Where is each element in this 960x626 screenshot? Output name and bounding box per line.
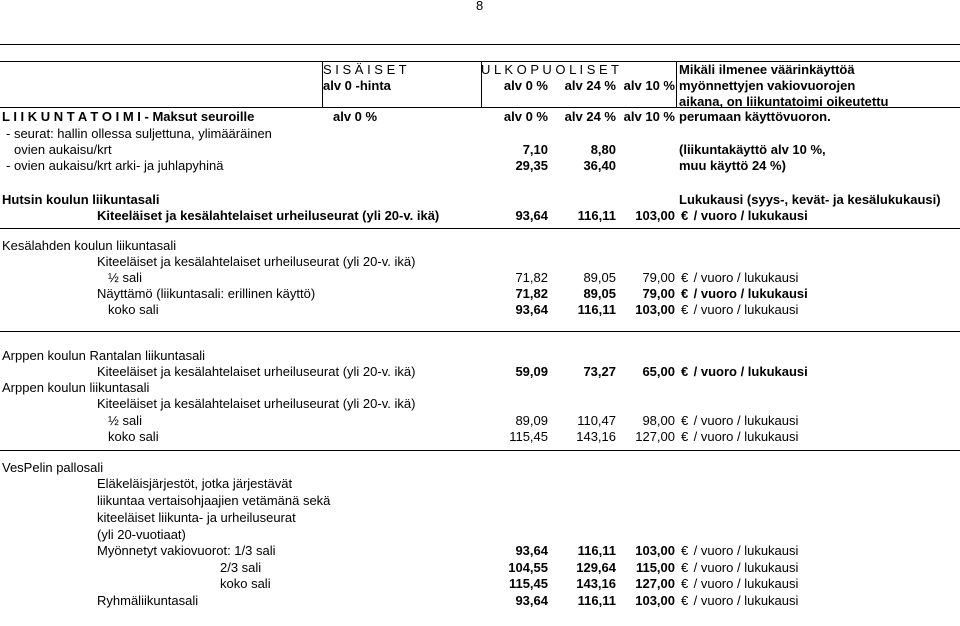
price-value: 36,40 — [583, 158, 616, 173]
table-row — [0, 142, 960, 158]
section-title-row — [0, 192, 960, 208]
col-a-label: alv 0 % — [333, 109, 378, 124]
table-row — [0, 429, 960, 445]
euro-sign: € — [681, 208, 689, 223]
row-label: koko sali — [220, 576, 271, 591]
row-label: - ovien aukaisu/krt arki- ja juhlapyhinä — [6, 158, 224, 173]
col-v2-label: alv 24 % — [564, 78, 616, 93]
table-row — [0, 510, 960, 526]
table-row — [0, 208, 960, 224]
row-label: koko sali — [108, 302, 159, 317]
page-number: 8 — [476, 0, 484, 13]
price-value: 143,16 — [576, 429, 616, 444]
divider — [0, 228, 960, 229]
table-row — [0, 476, 960, 492]
price-value: 93,64 — [515, 543, 548, 558]
row-label: - seurat: hallin ollessa suljettuna, ylimääräinen — [6, 126, 272, 141]
price-value: 116,11 — [577, 593, 616, 608]
table-row — [0, 286, 960, 302]
row-label: Myönnetyt vakiovuorot: 1/3 sali — [97, 543, 276, 558]
unit-label: € / vuoro / lukukausi — [681, 560, 799, 575]
col-v3-label: alv 10 % — [623, 78, 675, 93]
table-row — [0, 364, 960, 380]
unit-label: € / vuoro / lukukausi — [681, 543, 799, 558]
row-label: koko sali — [108, 429, 159, 444]
col-v2-label: alv 24 % — [564, 109, 616, 124]
price-value: 127,00 — [635, 576, 675, 591]
price-value: 110,47 — [577, 413, 616, 428]
row-label: Kiteeläiset ja kesälahtelaiset urheiluseurat (yli 20-v. ikä) — [97, 254, 416, 269]
row-label: ½ sali — [108, 413, 142, 428]
unit-label: € / vuoro / lukukausi — [681, 413, 799, 428]
price-value: 73,27 — [583, 364, 616, 379]
price-value: 71,82 — [515, 270, 548, 285]
price-value: 143,16 — [576, 576, 616, 591]
row-label: ovien aukaisu/krt — [14, 142, 112, 157]
euro-sign: € — [681, 364, 689, 379]
euro-sign: € — [681, 286, 689, 301]
section-title-row — [0, 460, 960, 476]
euro-sign: € — [681, 593, 689, 608]
price-value: 65,00 — [642, 364, 675, 379]
price-value: 104,55 — [508, 560, 548, 575]
table-row — [0, 396, 960, 412]
row-label: Eläkeläisjärjestöt, jotka järjestävät — [97, 476, 293, 491]
table-row — [0, 527, 960, 543]
price-value: 129,64 — [576, 560, 616, 575]
row-label: Kiteeläiset ja kesälahtelaiset urheiluseurat (yli 20-v. ikä) — [97, 364, 416, 379]
document-title: L I I K U N T A T O I M I - Maksut seuroille — [2, 109, 255, 124]
price-value: 89,09 — [515, 413, 548, 428]
table-row — [0, 126, 960, 142]
price-value: 93,64 — [515, 208, 548, 223]
row-note: muu käyttö 24 %) — [679, 158, 786, 173]
euro-sign: € — [681, 429, 689, 444]
row-label: kiteeläiset liikunta- ja urheiluseurat — [97, 510, 296, 525]
price-value: 103,00 — [635, 543, 675, 558]
section-title: VesPelin pallosali — [2, 460, 104, 475]
col-v3-label: alv 10 % — [623, 109, 675, 124]
row-label: Kiteeläiset ja kesälahtelaiset urheiluseurat (yli 20-v. ikä) — [97, 396, 416, 411]
row-label: Ryhmäliikuntasali — [97, 593, 199, 608]
price-value: 98,00 — [642, 413, 675, 428]
price-value: 116,11 — [577, 302, 616, 317]
section-title: Hutsin koulun liikuntasali — [2, 192, 160, 207]
price-value: 71,82 — [515, 286, 548, 301]
header-note: myönnettyjen vakiovuorojen — [679, 78, 856, 93]
section-note: Lukukausi (syys-, kevät- ja kesälukukausi) — [679, 192, 941, 207]
table-row — [0, 576, 960, 592]
price-value: 79,00 — [642, 286, 675, 301]
price-value: 93,64 — [515, 302, 548, 317]
price-value: 103,00 — [635, 593, 675, 608]
price-value: 115,00 — [635, 560, 675, 575]
table-row — [0, 593, 960, 609]
row-label: 2/3 sali — [220, 560, 262, 575]
price-value: 59,09 — [515, 364, 548, 379]
price-value: 103,00 — [635, 302, 675, 317]
header-row — [0, 78, 960, 94]
euro-sign: € — [681, 576, 689, 591]
table-top-border — [0, 44, 960, 45]
price-value: 89,05 — [583, 286, 616, 301]
price-value: 115,45 — [509, 429, 548, 444]
unit-label: € / vuoro / lukukausi — [681, 364, 808, 379]
row-note: (liikuntakäyttö alv 10 %, — [679, 142, 826, 157]
section-title: Arppen koulun Rantalan liikuntasali — [2, 348, 206, 363]
section-title-row — [0, 238, 960, 254]
price-value: 79,00 — [642, 270, 675, 285]
unit-label: € / vuoro / lukukausi — [681, 429, 799, 444]
price-value: 7,10 — [522, 142, 548, 157]
unit-label: € / vuoro / lukukausi — [681, 286, 808, 301]
row-label: ½ sali — [108, 270, 142, 285]
table-row — [0, 158, 960, 174]
col-v1-label: alv 0 % — [503, 109, 548, 124]
header-note: aikana, on liikuntatoimi oikeutettu — [679, 94, 889, 109]
euro-sign: € — [681, 413, 689, 428]
col-v1-label: alv 0 % — [503, 78, 548, 93]
unit-label: € / vuoro / lukukausi — [681, 593, 799, 608]
header-row — [0, 109, 960, 125]
divider — [0, 450, 960, 451]
price-value: 116,11 — [577, 208, 616, 223]
unit-label: € / vuoro / lukukausi — [681, 302, 799, 317]
euro-sign: € — [681, 543, 689, 558]
unit-label: € / vuoro / lukukausi — [681, 576, 799, 591]
table-row — [0, 493, 960, 509]
header-note: perumaan käyttövuoron. — [679, 109, 831, 124]
divider — [0, 331, 960, 332]
table-row — [0, 302, 960, 318]
table-row — [0, 560, 960, 576]
table-row — [0, 413, 960, 429]
price-value: 127,00 — [635, 429, 675, 444]
euro-sign: € — [681, 270, 689, 285]
internal-heading: S I S Ä I S E T — [323, 62, 407, 77]
header-row — [0, 62, 960, 78]
table-row — [0, 254, 960, 270]
section-title-row — [0, 380, 960, 396]
price-value: 89,05 — [583, 270, 616, 285]
price-value: 29,35 — [515, 158, 548, 173]
row-label: Näyttämö (liikuntasali: erillinen käyttö) — [97, 286, 316, 301]
external-heading: U L K O P U O L I S E T — [481, 62, 619, 77]
col-a-label: alv 0 -hinta — [323, 78, 391, 93]
row-label: Kiteeläiset ja kesälahtelaiset urheiluseurat (yli 20-v. ikä) — [97, 208, 440, 223]
section-title-row — [0, 348, 960, 364]
price-value: 8,80 — [590, 142, 616, 157]
section-title: Arppen koulun liikuntasali — [2, 380, 150, 395]
header-row — [0, 94, 960, 110]
unit-label: € / vuoro / lukukausi — [681, 270, 799, 285]
euro-sign: € — [681, 560, 689, 575]
table-row — [0, 543, 960, 559]
table-row — [0, 270, 960, 286]
row-label: (yli 20-vuotiaat) — [97, 527, 186, 542]
row-label: liikuntaa vertaisohjaajien vetämänä sekä — [97, 493, 331, 508]
price-value: 115,45 — [508, 576, 548, 591]
euro-sign: € — [681, 302, 689, 317]
price-value: 93,64 — [515, 593, 548, 608]
price-value: 103,00 — [635, 208, 675, 223]
price-value: 116,11 — [577, 543, 616, 558]
header-note: Mikäli ilmenee väärinkäyttöä — [679, 62, 855, 77]
unit-label: € / vuoro / lukukausi — [681, 208, 808, 223]
section-title: Kesälahden koulun liikuntasali — [2, 238, 177, 253]
